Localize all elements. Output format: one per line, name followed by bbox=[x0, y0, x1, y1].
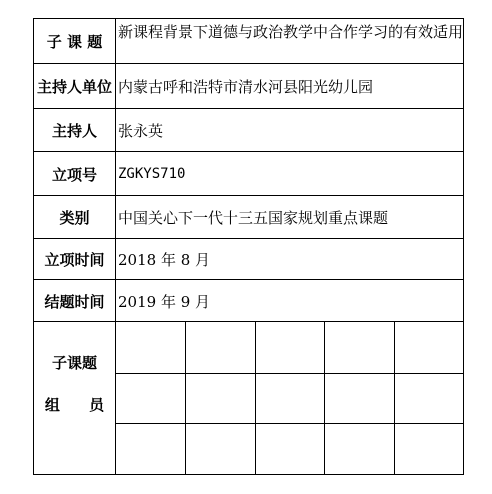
member-cell bbox=[324, 423, 393, 474]
value-topic: 新课程背景下道德与政治教学中合作学习的有效适用 bbox=[118, 23, 464, 41]
member-cell bbox=[185, 322, 254, 373]
label-members-line1: 子课题 bbox=[51, 354, 97, 372]
row-topic bbox=[34, 19, 463, 63]
member-cell bbox=[116, 423, 185, 474]
value-approval-time: 2018 年 8 月 bbox=[118, 251, 211, 269]
row-project-no bbox=[34, 151, 463, 196]
label-members-line2: 组 员 bbox=[44, 396, 117, 414]
member-cell bbox=[394, 373, 463, 424]
row-host-unit bbox=[34, 63, 463, 109]
member-cell bbox=[255, 423, 324, 474]
label-approval-time: 立项时间 bbox=[34, 239, 116, 280]
member-cell bbox=[185, 373, 254, 424]
label-host-unit: 主持人单位 bbox=[34, 64, 116, 109]
label-members bbox=[34, 322, 116, 474]
member-cell bbox=[324, 322, 393, 373]
value-category: 中国关心下一代十三五国家规划重点课题 bbox=[118, 209, 389, 227]
member-cell bbox=[116, 373, 185, 424]
member-cell bbox=[185, 423, 254, 474]
value-host: 张永英 bbox=[118, 122, 164, 140]
label-project-no: 立项号 bbox=[34, 152, 116, 196]
member-cell bbox=[255, 322, 324, 373]
member-cell bbox=[394, 423, 463, 474]
row-completion-time bbox=[34, 279, 463, 322]
value-host-unit: 内蒙古呼和浩特市清水河县阳光幼儿园 bbox=[118, 78, 374, 96]
value-project-no: ZGKYS710 bbox=[118, 166, 186, 182]
row-category bbox=[34, 195, 463, 239]
member-cell bbox=[324, 373, 393, 424]
label-topic: 子 课 题 bbox=[34, 19, 116, 63]
project-info-table bbox=[33, 18, 464, 475]
label-host: 主持人 bbox=[34, 109, 116, 152]
row-host bbox=[34, 108, 463, 152]
member-grid bbox=[116, 322, 463, 474]
row-approval-time bbox=[34, 238, 463, 280]
label-category: 类别 bbox=[34, 196, 116, 239]
label-completion-time: 结题时间 bbox=[34, 280, 116, 322]
member-cell bbox=[255, 373, 324, 424]
value-completion-time: 2019 年 9 月 bbox=[118, 292, 211, 311]
member-cell bbox=[394, 322, 463, 373]
row-members bbox=[34, 321, 463, 474]
member-cell bbox=[116, 322, 185, 373]
